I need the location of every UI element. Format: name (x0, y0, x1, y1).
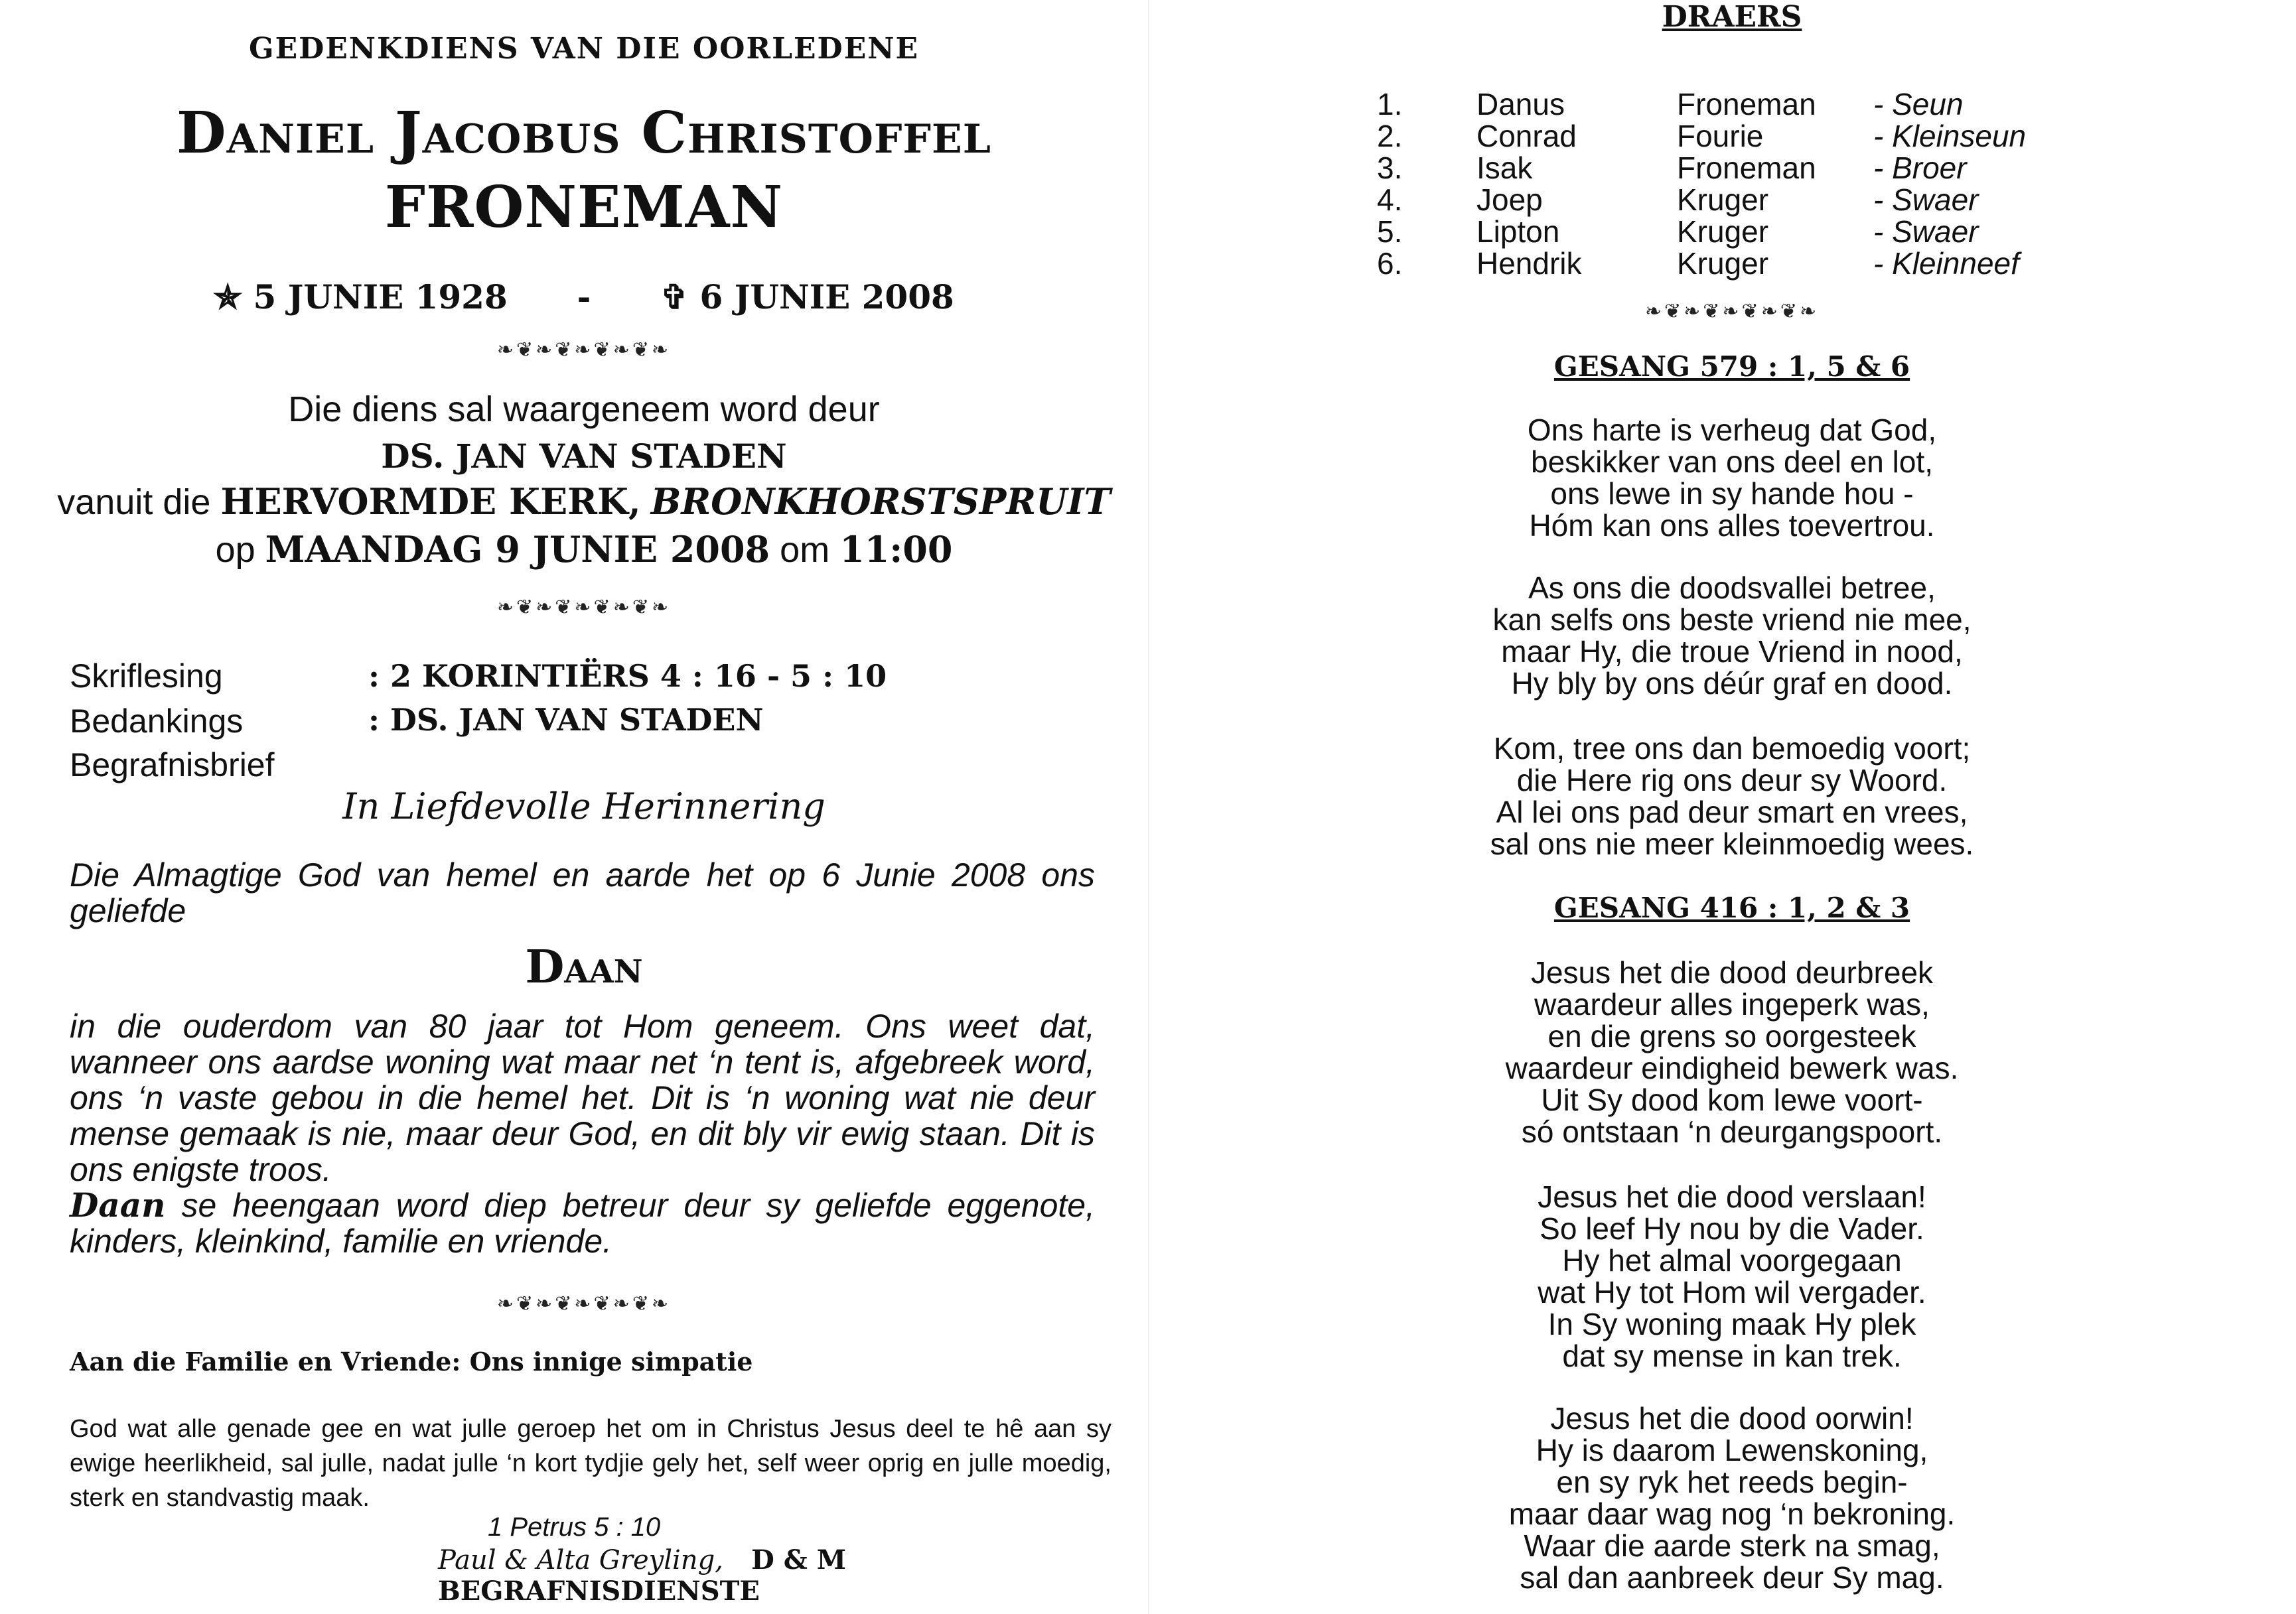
hymn-line: Al lei ons pad deur smart en vrees, (1496, 795, 1968, 829)
hymn-line: en die grens so oorgesteek (1547, 1019, 1916, 1053)
program-label: Bedankings (70, 703, 244, 740)
hymn-stanza (1148, 957, 2296, 1148)
service-time: 11:00 (839, 528, 953, 571)
scripture-verse: God wat alle genade gee en wat julle geroep het om in Christus Jesus deel te hê aan sy ewige heerlikheid, sal julle, nadat julle ‘n kort tydjie gely het, self weer oprig en julle moedig, sterk en standvastig maak. (70, 1415, 1112, 1512)
hymn-stanza (1148, 572, 2296, 699)
service-line: Die diens sal waargeneem word deur (288, 389, 880, 429)
bearer-number: 6. (1377, 246, 1403, 281)
hymn-line: die Here rig ons deur sy Woord. (1516, 763, 1948, 797)
bearer-surname: Fourie (1677, 119, 1764, 153)
church-place: BRONKHORSTSPRUIT (650, 480, 1111, 523)
hymn-line: So leef Hy nou by die Vader. (1540, 1211, 1924, 1246)
bearer-row (1148, 150, 2296, 183)
bearer-number: 3. (1377, 151, 1403, 185)
bearer-relation: - Broer (1873, 151, 1967, 185)
hymn-line: beskikker van ons deel en lot, (1530, 444, 1934, 479)
life-dates (0, 277, 1168, 316)
hymn-line: waardeur eindigheid bewerk was. (1505, 1051, 1959, 1085)
bearer-row (1148, 86, 2296, 119)
deceased-nickname-inline: Daan (70, 1185, 166, 1225)
bearer-number: 4. (1377, 182, 1403, 217)
hymn-stanza (1148, 414, 2296, 541)
ornament-divider: ❧❦❧❦❧❦❧❦❧ (496, 596, 672, 619)
church-prefix: vanuit die (57, 482, 211, 522)
star-icon: ✯ (214, 277, 242, 316)
hymn-line: waardeur alles ingeperk was, (1534, 987, 1930, 1022)
church-line (0, 480, 1168, 523)
bearer-row (1148, 118, 2296, 151)
bearer-surname: Kruger (1677, 182, 1769, 217)
program-label: Begrafnisbrief (70, 746, 275, 783)
bearer-number: 5. (1377, 214, 1403, 249)
deceased-surname: FRONEMAN (384, 174, 784, 241)
hymn-line: en sy ryk het reeds begin- (1556, 1465, 1908, 1499)
hymn-line: sal dan aanbreek deur Sy mag. (1520, 1560, 1944, 1595)
hymn-title: GESANG 579 : 1, 5 & 6 (1553, 350, 1910, 383)
bearer-relation: - Swaer (1873, 182, 1979, 217)
bearer-number: 2. (1377, 119, 1403, 153)
right-page (1148, 0, 2296, 1614)
date-line (0, 528, 1168, 571)
hymn-title: GESANG 416 : 1, 2 & 3 (1553, 892, 1910, 924)
obituary-paragraph (70, 1187, 1095, 1259)
bearer-first-name: Joep (1476, 182, 1543, 217)
program-value: : DS. JAN VAN STADEN (368, 702, 764, 738)
signature (438, 1544, 1148, 1607)
deceased-full-name-line1: Daniel Jacobus Christoffel (177, 100, 991, 167)
hymn-line: kan selfs ons beste vriend nie mee, (1492, 602, 1972, 637)
bearer-surname: Kruger (1677, 214, 1769, 249)
service-heading: GEDENKDIENS VAN DIE OORLEDENE (249, 32, 919, 66)
bearer-surname: Kruger (1677, 246, 1769, 281)
hymn-line: Jesus het die dood deurbreek (1530, 955, 1934, 990)
service-date: MAANDAG 9 JUNIE 2008 (265, 528, 770, 571)
obituary-paragraph: in die ouderdom van 80 jaar tot Hom geneem. Ons weet dat, wanneer ons aardse woning wat maar net ‘n tent is, afgebreek word, ons ‘n vaste gebou in die hemel het. Dit is ‘n woning wat nie deur mense gemaak is nie, maar deur God, en dit bly vir ewig staan. Dit is ons enigste troos. (70, 1008, 1095, 1188)
signature-names: Paul & Alta Greyling, (438, 1545, 723, 1576)
hymn-line: Hy bly by ons déúr graf en dood. (1511, 666, 1953, 701)
obituary-paragraph: Die Almagtige God van hemel en aarde het op 6 Junie 2008 ons geliefde (70, 856, 1095, 929)
cross-icon: ✞ (660, 277, 689, 316)
bearer-number: 1. (1377, 87, 1403, 121)
church-name: HERVORMDE KERK, (220, 480, 641, 523)
death-date: 6 JUNIE 2008 (699, 277, 954, 316)
bearer-row (1148, 214, 2296, 247)
bearer-first-name: Danus (1476, 87, 1565, 121)
time-prefix: om (780, 530, 830, 570)
hymn-line: ons lewe in sy hande hou - (1550, 476, 1914, 511)
bearer-relation: - Kleinseun (1873, 119, 2027, 153)
hymn-line: wat Hy tot Hom wil vergader. (1538, 1275, 1926, 1310)
bearer-first-name: Lipton (1476, 214, 1560, 249)
program-value: : 2 KORINTIËRS 4 : 16 - 5 : 10 (368, 658, 887, 694)
bearers-title: DRAERS (1662, 0, 1802, 34)
hymn-line: Waar die aarde sterk na smag, (1524, 1528, 1940, 1563)
hymn-line: Hy het almal voorgegaan (1562, 1243, 1902, 1278)
hymn-stanza (1148, 1181, 2296, 1372)
deceased-nickname: Daan (525, 941, 643, 994)
program-label: Skriflesing (70, 657, 223, 695)
bearer-surname: Froneman (1677, 87, 1816, 121)
hymn-line: Hóm kan ons alles toevertrou. (1529, 508, 1935, 543)
hymn-stanza (1148, 732, 2296, 860)
hymn-line: In Sy woning maak Hy plek (1547, 1307, 1916, 1341)
hymn-line: só ontstaan ‘n deurgangspoort. (1521, 1114, 1943, 1149)
bearer-row (1148, 245, 2296, 279)
hymn-stanza (1148, 1402, 2296, 1593)
hymn-line: Ons harte is verheug dat God, (1527, 413, 1937, 447)
bearer-row (1148, 182, 2296, 215)
funeral-company: D & M BEGRAFNISDIENSTE (438, 1544, 847, 1607)
ornament-divider: ❧❦❧❦❧❦❧❦❧ (496, 1292, 672, 1315)
hymn-line: Jesus het die dood oorwin! (1550, 1401, 1914, 1436)
bearer-first-name: Conrad (1476, 119, 1577, 153)
bearer-first-name: Hendrik (1476, 246, 1582, 281)
bearer-relation: - Seun (1873, 87, 1964, 121)
bearer-first-name: Isak (1476, 151, 1533, 185)
birth-date: 5 JUNIE 1928 (253, 277, 508, 316)
bearer-relation: - Swaer (1873, 214, 1979, 249)
minister-name: DS. JAN VAN STADEN (381, 437, 787, 476)
hymn-line: Kom, tree ons dan bemoedig voort; (1493, 731, 1971, 766)
bearer-surname: Froneman (1677, 151, 1816, 185)
hymn-line: maar daar wag nog ‘n bekroning. (1508, 1497, 1956, 1531)
ornament-divider: ❧❦❧❦❧❦❧❦❧ (496, 338, 672, 362)
hymn-line: As ons die doodsvallei betree, (1528, 571, 1936, 605)
hymn-line: Hy is daarom Lewenskoning, (1536, 1433, 1928, 1467)
hymn-line: dat sy mense in kan trek. (1562, 1339, 1902, 1373)
sympathy-heading: Aan die Familie en Vriende: Ons innige simpatie (70, 1347, 753, 1377)
hymn-line: sal ons nie meer kleinmoedig wees. (1490, 827, 1974, 861)
hymn-line: Jesus het die dood verslaan! (1538, 1179, 1926, 1214)
ornament-divider: ❧❦❧❦❧❦❧❦❧ (1644, 300, 1820, 323)
memory-title: In Liefdevolle Herinnering (342, 785, 825, 827)
scripture-reference: 1 Petrus 5 : 10 (488, 1513, 661, 1542)
date-separator: - (577, 277, 591, 316)
date-prefix: op (215, 530, 255, 570)
hymn-line: maar Hy, die troue Vriend in nood, (1501, 634, 1963, 669)
bearer-relation: - Kleinneef (1873, 246, 2019, 281)
obituary-text: se heengaan word diep betreur deur sy geliefde eggenote, kinders, kleinkind, familie en vriende. (70, 1187, 1095, 1260)
hymn-line: Uit Sy dood kom lewe voort- (1541, 1083, 1923, 1117)
